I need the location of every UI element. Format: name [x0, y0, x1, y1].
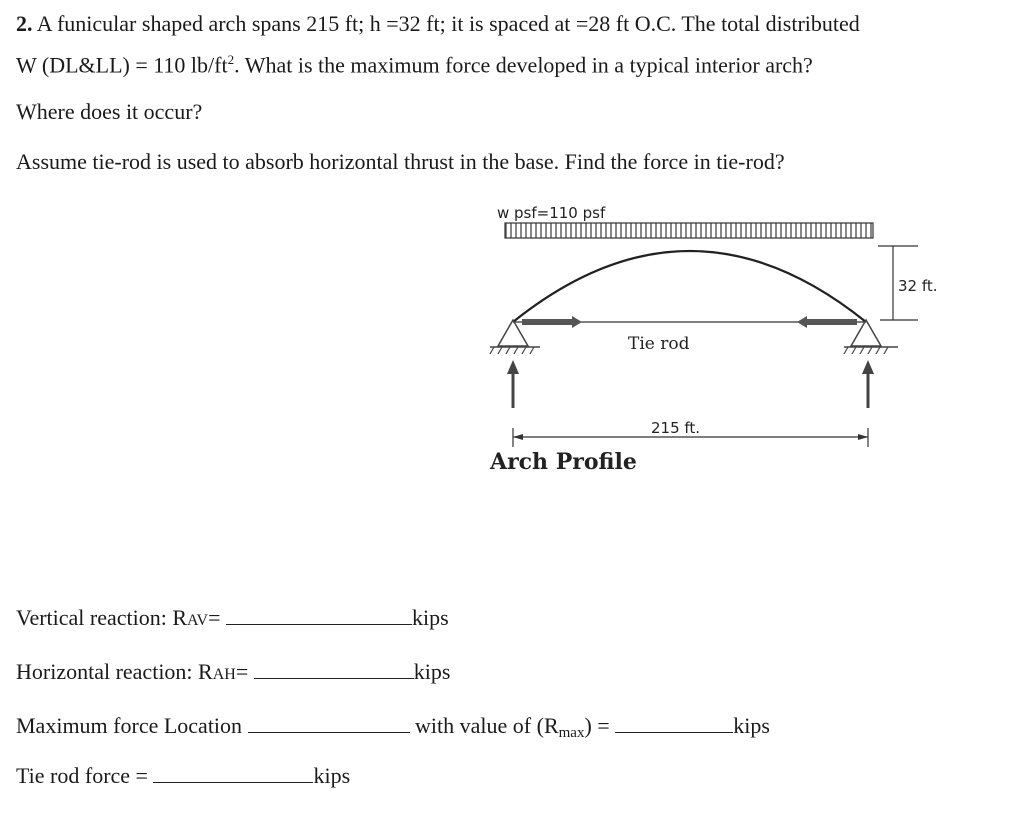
- problem-line-4: Assume tie-rod is used to absorb horizontal thrust in the base. Find the force in tie-rod?: [16, 149, 785, 174]
- max-force-value-unit: kips: [733, 713, 770, 738]
- horizontal-reaction-label: Horizontal reaction: R: [16, 659, 213, 684]
- right-reaction-arrow: [862, 360, 874, 408]
- load-label: w psf=110 psf: [497, 204, 606, 222]
- tie-rod-label: Tie rod: [628, 334, 690, 354]
- vertical-reaction-label: Vertical reaction: R: [16, 605, 188, 630]
- max-force-value-sub: max: [558, 725, 585, 741]
- arch-curve: [513, 251, 866, 322]
- vertical-reaction-unit: kips: [412, 605, 449, 630]
- horizontal-reaction-blank[interactable]: [254, 656, 414, 679]
- max-force-value-blank[interactable]: [615, 710, 733, 733]
- vertical-reaction-blank[interactable]: [226, 602, 412, 625]
- distributed-load-bar: [505, 223, 873, 238]
- left-reaction-arrow: [507, 360, 519, 408]
- max-force-value-label-end: ) =: [584, 713, 610, 738]
- span-label: 215 ft.: [651, 419, 701, 437]
- figure-caption: Arch Profile: [490, 449, 637, 475]
- problem-text-2-sup: 2: [227, 52, 235, 67]
- left-pin-support: [490, 320, 540, 354]
- problem-text-2b: . What is the maximum force developed in a typical interior arch?: [234, 52, 813, 78]
- max-force-row: [16, 710, 770, 743]
- max-force-value-label: with value of (R: [415, 713, 559, 738]
- tie-rod-force-blank[interactable]: [153, 760, 313, 783]
- tie-rod-arrow-left: [522, 316, 582, 328]
- horizontal-reaction-row: [16, 656, 450, 689]
- tie-rod-force-row: [16, 760, 350, 790]
- right-pin-support: [844, 320, 898, 354]
- problem-text-2a: W (DL&LL) = 110 lb/ft: [16, 52, 228, 78]
- problem-text-1: A funicular shaped arch spans 215 ft; h =32 ft; it is spaced at =28 ft O.C. The total distributed: [36, 11, 860, 36]
- tie-rod-arrow-right: [797, 316, 857, 328]
- max-force-location-blank[interactable]: [248, 710, 410, 733]
- horizontal-reaction-sub: AH: [212, 666, 236, 683]
- horizontal-reaction-eq: =: [235, 659, 249, 684]
- tie-rod-force-unit: kips: [313, 763, 351, 788]
- problem-line-3: Where does it occur?: [16, 99, 203, 124]
- max-force-location-label: Maximum force Location: [16, 713, 243, 738]
- problem-number: 2.: [16, 11, 33, 36]
- horizontal-reaction-unit: kips: [413, 659, 451, 684]
- vertical-reaction-row: [16, 602, 449, 635]
- vertical-reaction-eq: =: [208, 605, 221, 630]
- tie-rod-force-label: Tie rod force =: [16, 763, 148, 788]
- height-label: 32 ft.: [898, 277, 938, 295]
- vertical-reaction-sub: AV: [187, 612, 209, 629]
